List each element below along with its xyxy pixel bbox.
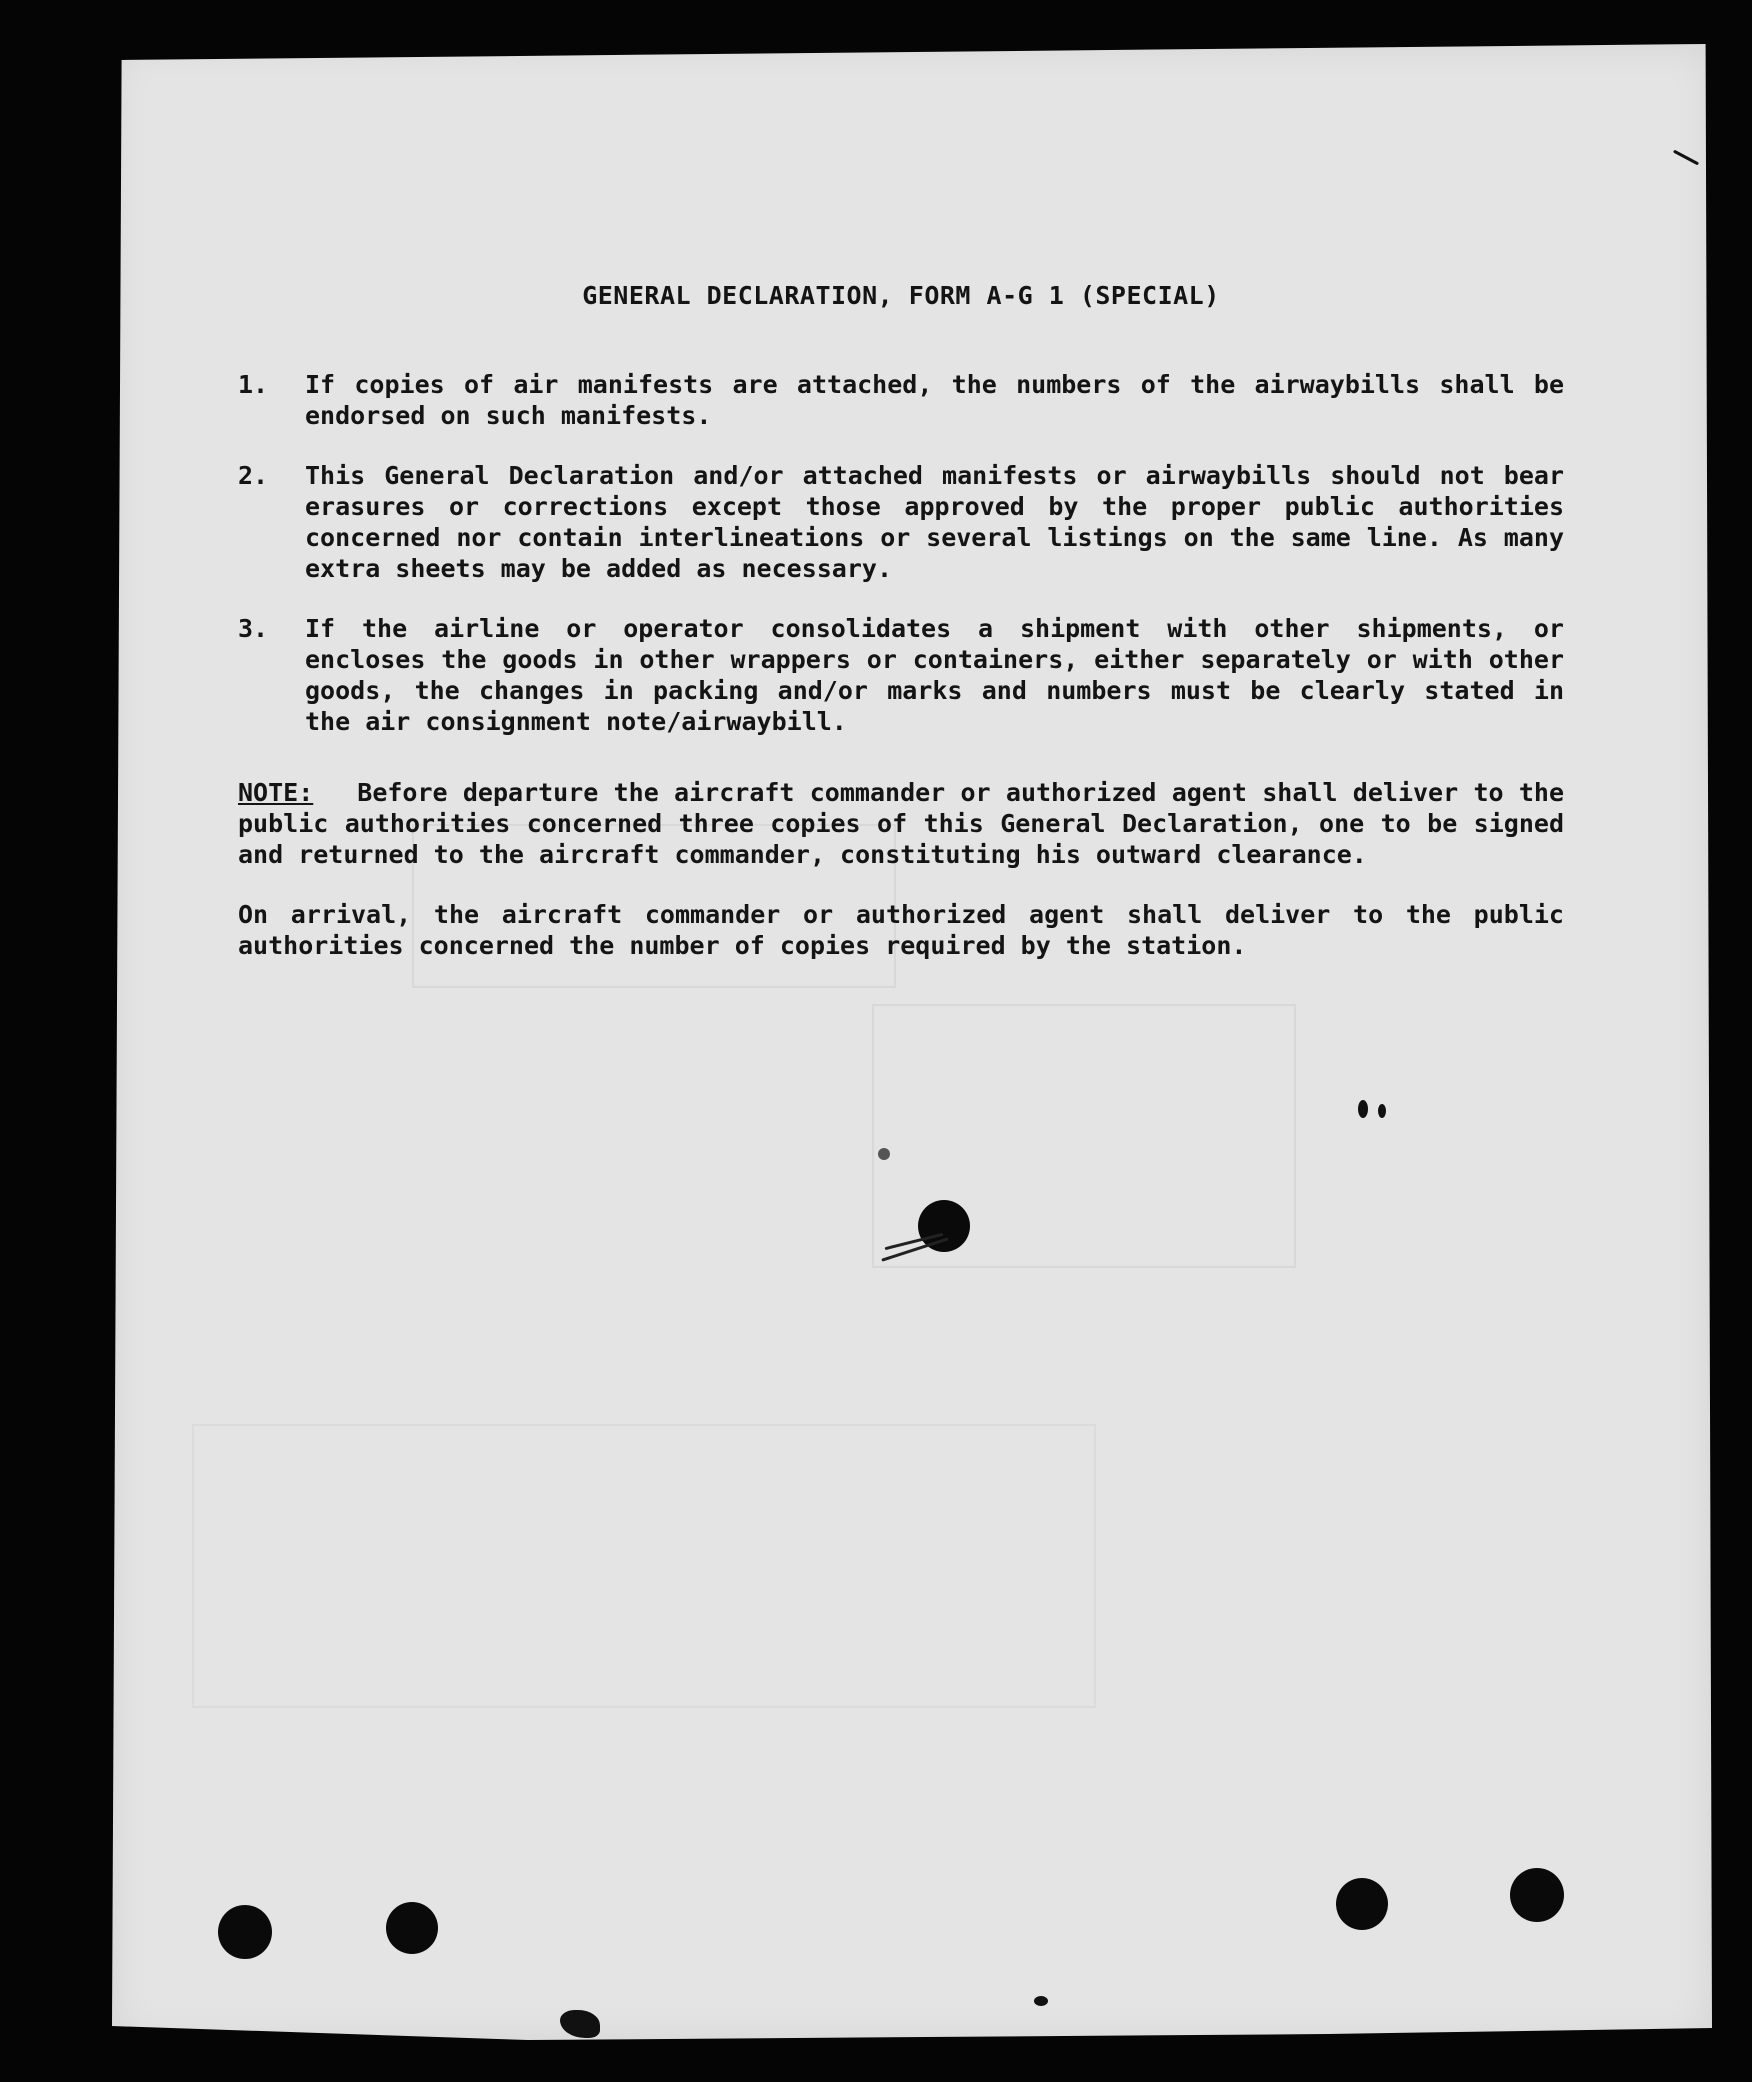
item-text: This General Declaration and/or attached manifests or airwaybills should not bear erasures or corrections except those approved by the proper public authorities concerned nor contain interlineations or several listings on the same line. As many extra sheets may be added as necessary. [305, 461, 1564, 583]
ink-speck [878, 1148, 890, 1160]
instructions-list [238, 369, 1564, 737]
item-number: 1. [238, 370, 269, 399]
item-number: 2. [238, 461, 269, 490]
declaration-body [238, 280, 1564, 961]
ink-speck [1378, 1104, 1386, 1118]
ink-speck [1358, 1100, 1368, 1118]
ink-speck [1034, 1996, 1048, 2006]
note-text: Before departure the aircraft commander or authorized agent shall deliver to the public authorities concerned three copies of this General Declaration, one to be signed and returned to the aircraft commander, constituting his outward clearance. [238, 778, 1564, 869]
item-text: If copies of air manifests are attached, the numbers of the airwaybills shall be endorsed on such manifests. [305, 370, 1564, 430]
note-paragraph [238, 777, 1564, 870]
bleed-through-mark [192, 1424, 1096, 1708]
page-title: GENERAL DECLARATION, FORM A-G 1 (SPECIAL) [582, 281, 1220, 310]
item-text: If the airline or operator consolidates a shipment with other shipments, or encloses the goods in other wrappers or containers, either separately or with other goods, the changes in packing and/or marks and numbers must be clearly stated in the air consignment note/airwaybill. [305, 614, 1564, 736]
item-number: 3. [238, 614, 269, 643]
arrival-paragraph: On arrival, the aircraft commander or authorized agent shall deliver to the public authorities concerned the number of copies required by the station. [238, 900, 1564, 960]
list-item [238, 613, 1564, 737]
punch-hole [1510, 1868, 1564, 1922]
list-item [238, 369, 1564, 431]
note-label: NOTE: [238, 778, 314, 807]
punch-hole [386, 1902, 438, 1954]
list-item [238, 460, 1564, 584]
punch-hole [218, 1905, 272, 1959]
punch-hole [1336, 1878, 1388, 1930]
